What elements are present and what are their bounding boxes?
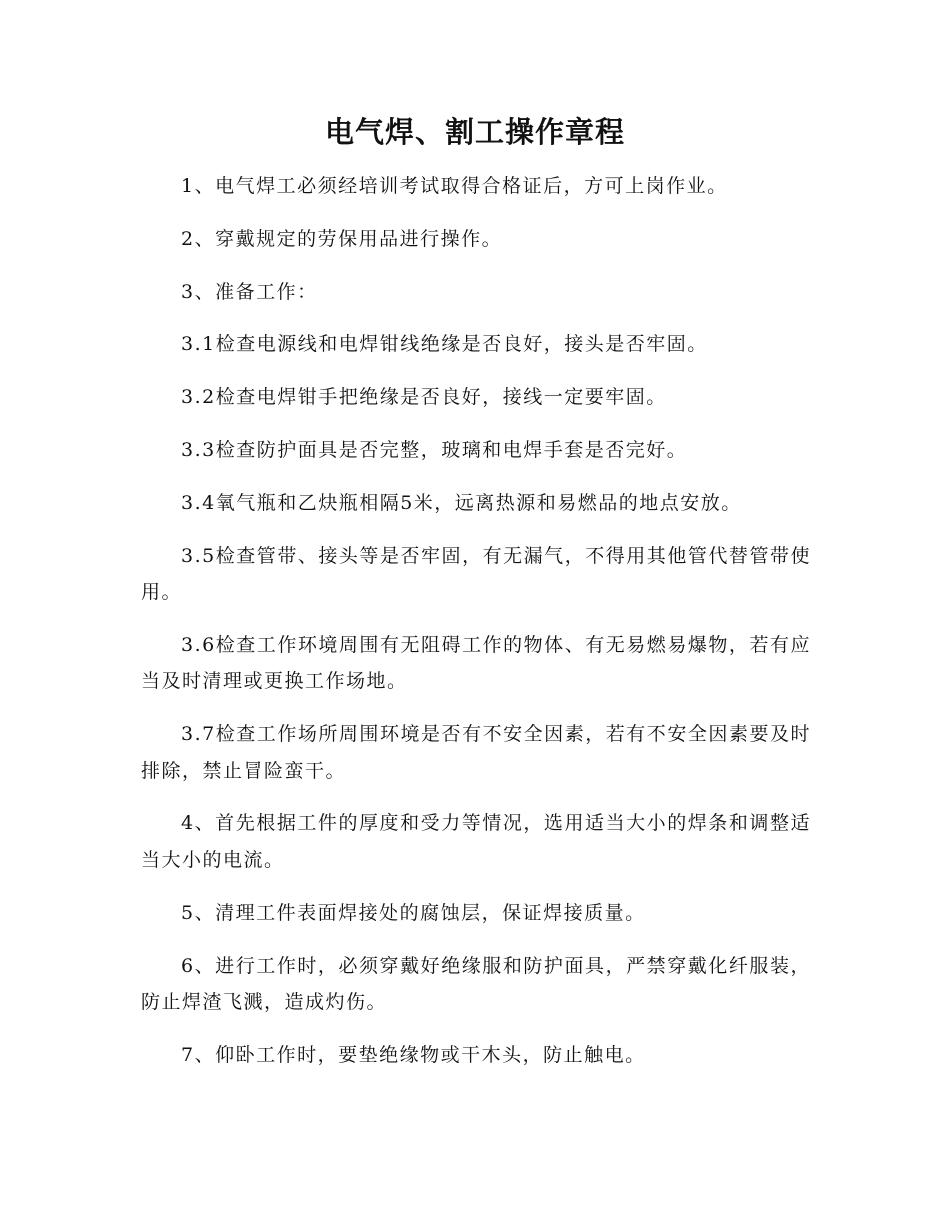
paragraph-3: 3、准备工作：: [181, 280, 318, 303]
paragraph-6: 6、进行工作时，必须穿戴好绝缘服和防护面具，严禁穿戴化纤服装，防止焊渣飞溅，造成灼伤。: [141, 954, 811, 1014]
paragraph-7: 7、仰卧工作时，要垫绝缘物或干木头，防止触电。: [181, 1043, 646, 1066]
paragraph-3-1: 3.1检查电源线和电焊钳线绝缘是否良好，接头是否牢固。: [181, 333, 708, 356]
paragraph-3-6: 3.6检查工作环境周围有无阻碍工作的物体、有无易燃易爆物，若有应当及时清理或更换工作场地。: [141, 633, 811, 693]
paragraph-3-5: 3.5检查管带、接头等是否牢固，有无漏气，不得用其他管代替管带使用。: [141, 544, 811, 604]
paragraph-3-7: 3.7检查工作场所周围环境是否有不安全因素，若有不安全因素要及时排除，禁止冒险蛮干。: [141, 723, 811, 782]
paragraph-4: 4、首先根据工件的厚度和受力等情况，选用适当大小的焊条和调整适当大小的电流。: [141, 812, 811, 871]
paragraph-2: 2、穿戴规定的劳保用品进行操作。: [181, 227, 503, 250]
paragraph-3-4: 3.4氧气瓶和乙炔瓶相隔5米，远离热源和易燃品的地点安放。: [181, 491, 742, 514]
paragraph-3-2: 3.2检查电焊钳手把绝缘是否良好，接线一定要牢固。: [181, 386, 667, 409]
paragraph-5: 5、清理工件表面焊接处的腐蚀层，保证焊接质量。: [181, 901, 646, 924]
document-body: [141, 168, 811, 1090]
paragraph-1: 1、电气焊工必须经培训考试取得合格证后，方可上岗作业。: [181, 175, 728, 197]
paragraph-3-3: 3.3检查防护面具是否完整，玻璃和电焊手套是否完好。: [181, 438, 688, 461]
document-title: 电气焊、割工操作章程: [324, 115, 625, 149]
